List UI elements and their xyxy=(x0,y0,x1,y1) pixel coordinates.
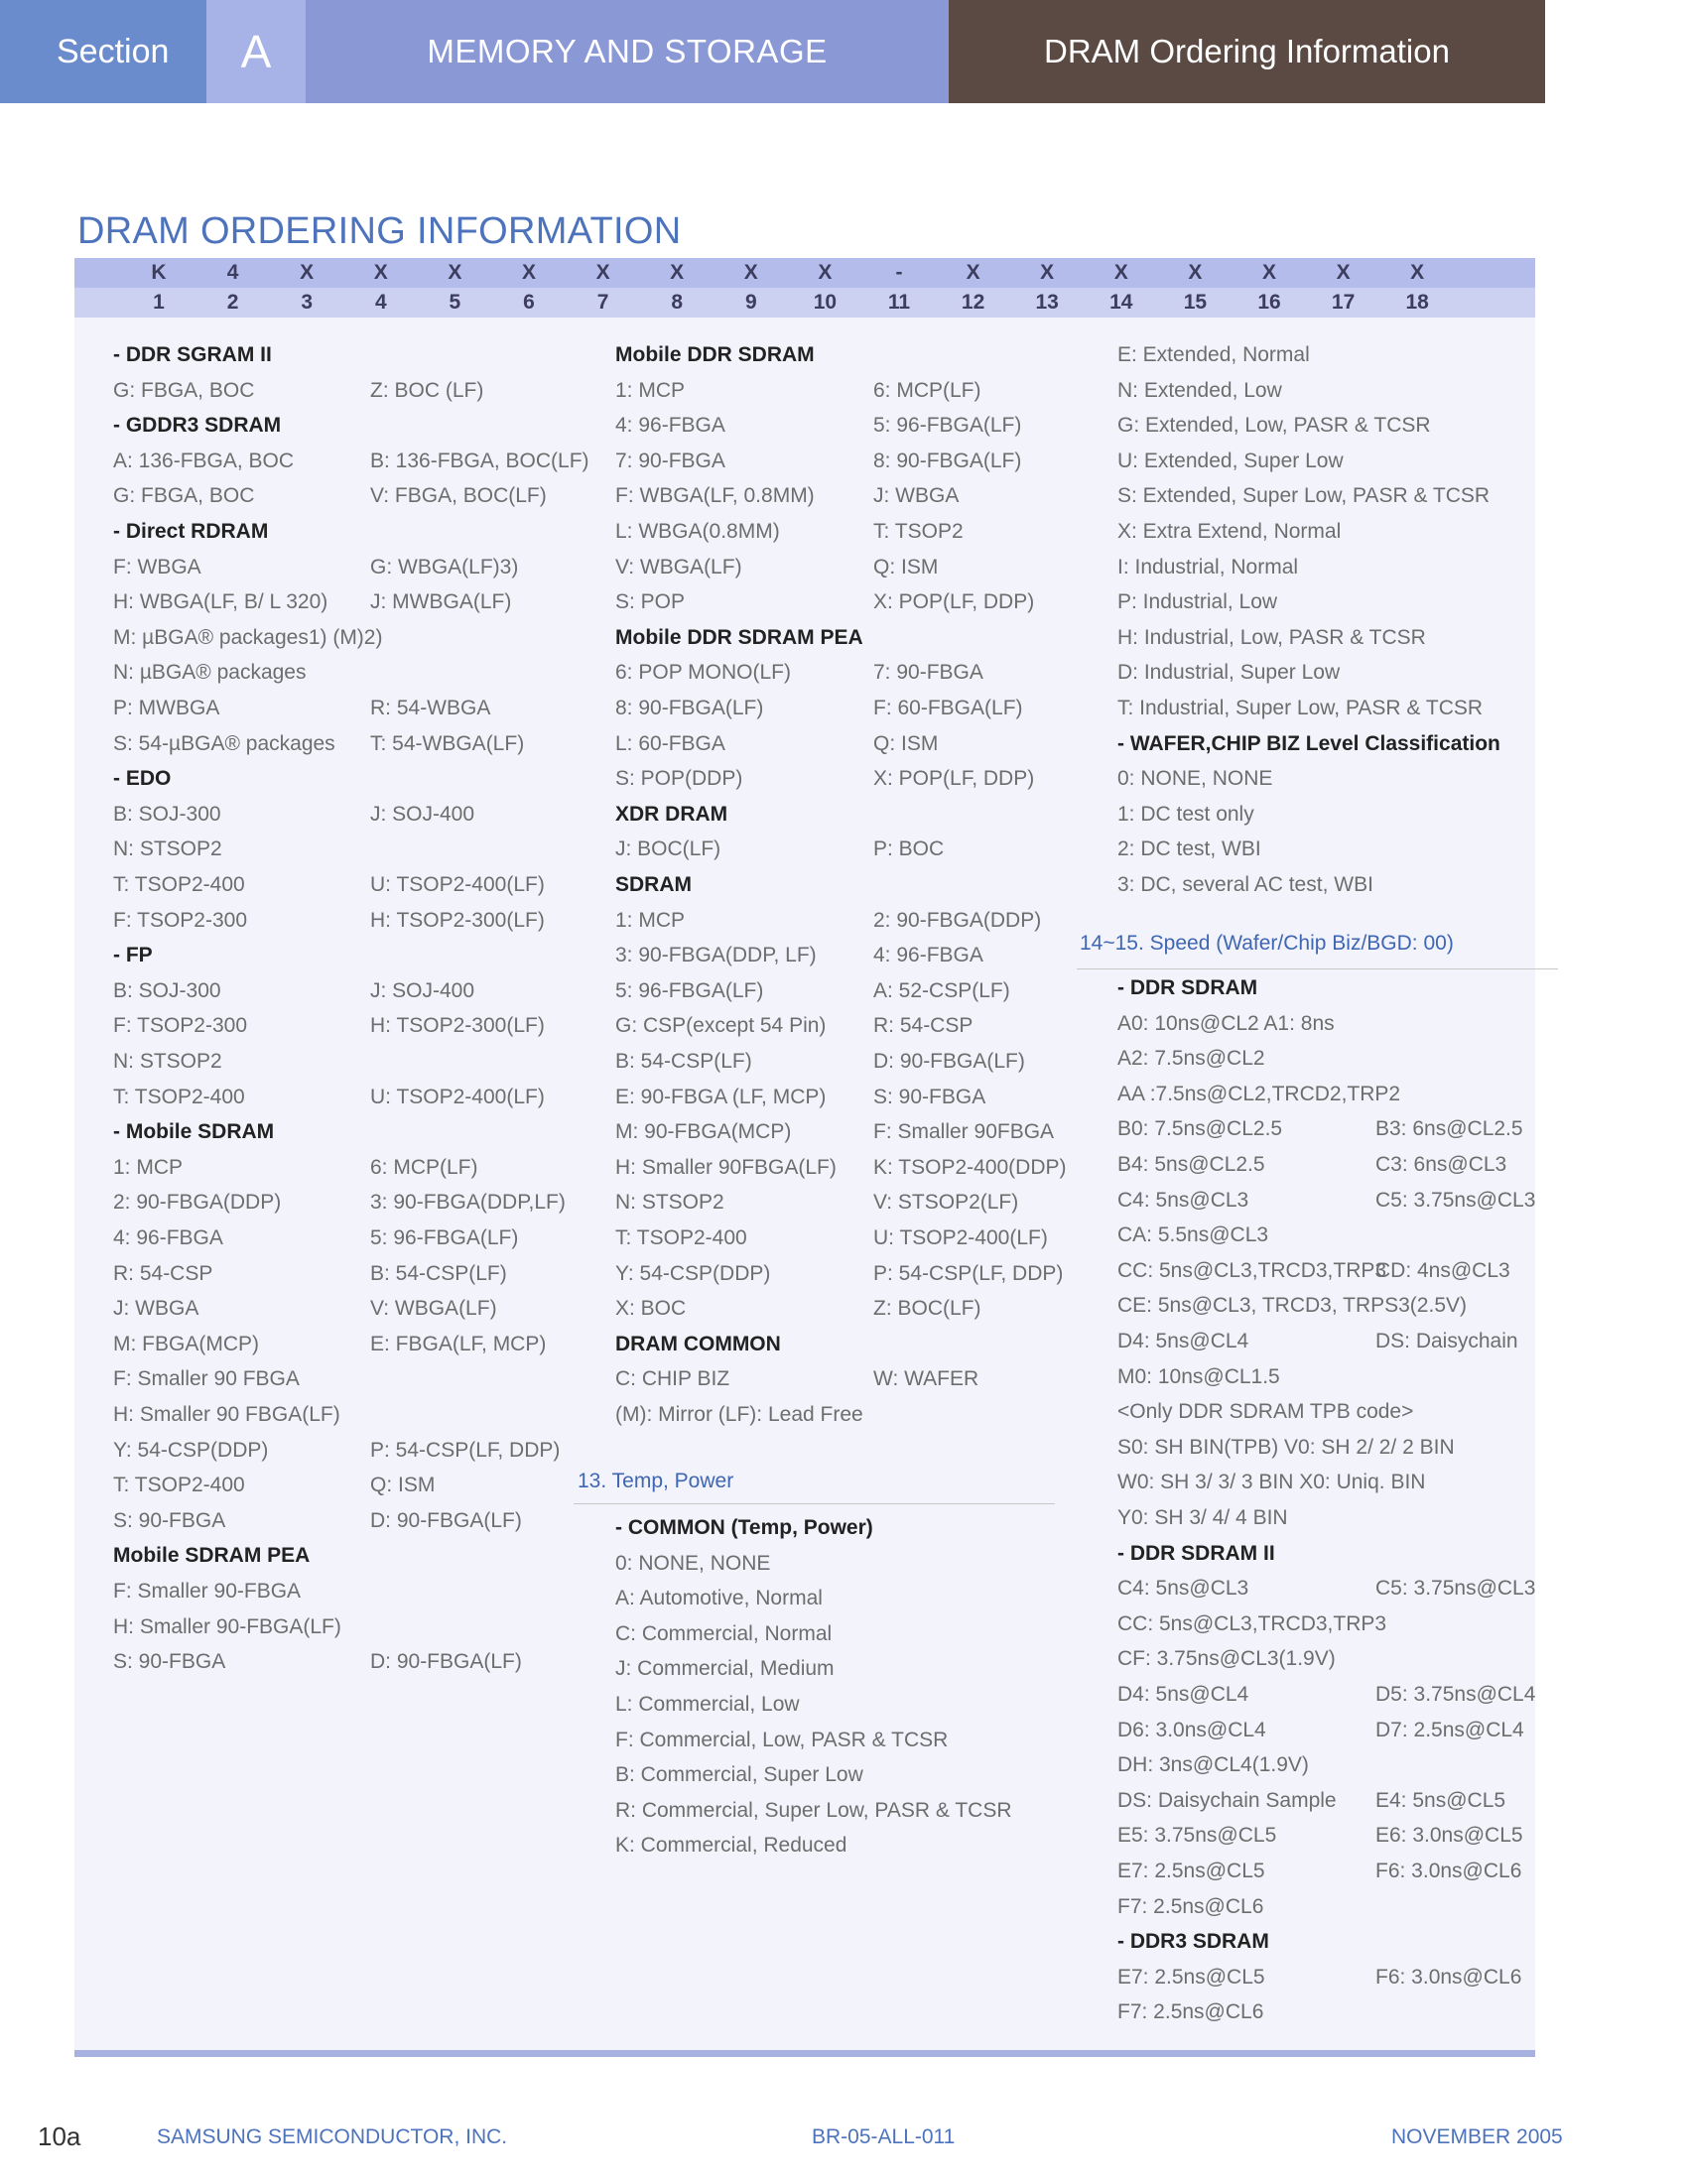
group-heading: Mobile DDR SDRAM PEA xyxy=(615,625,863,649)
category-title: MEMORY AND STORAGE xyxy=(306,0,949,103)
code-entry: N: µBGA® packages xyxy=(113,661,307,685)
code-entry: G: FBGA, BOC xyxy=(113,484,255,508)
group-heading: - DDR SGRAM II xyxy=(113,343,272,366)
code-entry: M: µBGA® packages1) (M)2) xyxy=(113,625,383,649)
group-heading: - Mobile SDRAM xyxy=(113,1120,275,1144)
code-position: 4 xyxy=(374,291,387,314)
code-entry: Q: ISM xyxy=(873,555,939,578)
code-entry: CC: 5ns@CL3,TRCD3,TRP3 xyxy=(1117,1258,1387,1282)
code-position: 13 xyxy=(1035,291,1059,314)
code-position: 11 xyxy=(887,291,911,314)
code-entry: B: 54-CSP(LF) xyxy=(370,1261,507,1285)
code-entry: G: FBGA, BOC xyxy=(113,378,255,402)
code-entry: A0: 10ns@CL2 A1: 8ns xyxy=(1117,1011,1335,1035)
code-entry: J: SOJ-400 xyxy=(370,978,475,1002)
code-char: X xyxy=(670,261,685,284)
code-entry: 1: MCP xyxy=(615,908,686,932)
code-entry: A: 136-FBGA, BOC xyxy=(113,449,295,472)
code-entry: E7: 2.5ns@CL5 xyxy=(1117,1860,1265,1882)
code-entry: 6: MCP(LF) xyxy=(873,378,981,402)
code-entry: F: WBGA xyxy=(113,555,201,578)
code-entry: Z: BOC (LF) xyxy=(370,378,484,402)
code-entry: S: 90-FBGA xyxy=(113,1508,226,1532)
code-entry: E5: 3.75ns@CL5 xyxy=(1117,1824,1277,1848)
code-entry: P: 54-CSP(LF, DDP) xyxy=(370,1438,561,1462)
code-entry: 1: MCP xyxy=(615,378,686,402)
code-entry: B4: 5ns@CL2.5 xyxy=(1117,1153,1265,1176)
code-entry: B: Commercial, Super Low xyxy=(615,1763,863,1787)
code-entry: 2: 90-FBGA(DDP) xyxy=(113,1191,282,1215)
group-heading: - GDDR3 SDRAM xyxy=(113,414,282,438)
code-entry: X: POP(LF, DDP) xyxy=(873,767,1035,791)
code-entry: U: TSOP2-400(LF) xyxy=(370,1085,545,1108)
code-entry: V: WBGA(LF) xyxy=(615,555,742,578)
code-char: X xyxy=(300,261,315,284)
code-entry: D4: 5ns@CL4 xyxy=(1117,1683,1249,1706)
code-entry: J: Commercial, Medium xyxy=(615,1657,835,1681)
code-entry: F6: 3.0ns@CL6 xyxy=(1375,1965,1522,1989)
code-entry: H: TSOP2-300(LF) xyxy=(370,1014,545,1038)
group-heading: - DDR3 SDRAM xyxy=(1117,1930,1269,1954)
code-entry: B3: 6ns@CL2.5 xyxy=(1375,1117,1523,1141)
code-position: 6 xyxy=(523,291,535,314)
code-entry: 5: 96-FBGA(LF) xyxy=(873,414,1022,438)
code-entry: DS: Daisychain Sample xyxy=(1117,1788,1337,1812)
code-entry: D: 90-FBGA(LF) xyxy=(873,1050,1025,1073)
document-code: BR-05-ALL-011 xyxy=(812,2125,956,2148)
code-entry: E: 90-FBGA (LF, MCP) xyxy=(615,1085,827,1108)
code-position: 14 xyxy=(1109,291,1133,314)
code-entry: R: 54-WBGA xyxy=(370,697,491,719)
code-entry: 4: 96-FBGA xyxy=(873,944,983,967)
code-entry: 1: MCP xyxy=(113,1155,184,1179)
code-entry: G: CSP(except 54 Pin) xyxy=(615,1014,827,1038)
code-entry: C3: 6ns@CL3 xyxy=(1375,1153,1507,1176)
code-entry: L: WBGA(0.8MM) xyxy=(615,520,780,543)
code-entry: E4: 5ns@CL5 xyxy=(1375,1788,1506,1812)
code-entry: F: 60-FBGA(LF) xyxy=(873,697,1023,719)
code-char: - xyxy=(895,261,903,284)
code-char: 4 xyxy=(226,261,239,284)
code-entry: 0: NONE, NONE xyxy=(615,1551,771,1575)
group-heading: - COMMON (Temp, Power) xyxy=(615,1516,873,1539)
group-heading: - WAFER,CHIP BIZ Level Classification xyxy=(1117,731,1500,755)
code-entry: A: 52-CSP(LF) xyxy=(873,978,1010,1002)
code-entry: E6: 3.0ns@CL5 xyxy=(1375,1824,1523,1848)
code-position: 8 xyxy=(671,291,684,314)
code-entry: E: Extended, Normal xyxy=(1117,343,1310,366)
code-entry: M: 90-FBGA(MCP) xyxy=(615,1120,792,1144)
code-entry: C5: 3.75ns@CL3 xyxy=(1375,1577,1536,1601)
code-char: X xyxy=(1261,261,1276,284)
code-entry: T: TSOP2-400 xyxy=(113,873,245,896)
code-entry: U: TSOP2-400(LF) xyxy=(873,1226,1048,1249)
code-char: X xyxy=(1040,261,1055,284)
code-entry: Y: 54-CSP(DDP) xyxy=(615,1261,771,1285)
code-entry: S: Extended, Super Low, PASR & TCSR xyxy=(1117,484,1491,508)
code-entry: T: 54-WBGA(LF) xyxy=(370,731,525,755)
code-entry: 8: 90-FBGA(LF) xyxy=(873,449,1022,472)
code-entry: G: Extended, Low, PASR & TCSR xyxy=(1117,414,1431,438)
code-character-row xyxy=(74,258,1535,288)
code-entry: U: TSOP2-400(LF) xyxy=(370,873,545,896)
code-entry: N: STSOP2 xyxy=(113,837,222,861)
code-entry: R: Commercial, Super Low, PASR & TCSR xyxy=(615,1798,1012,1822)
code-position: 5 xyxy=(449,291,461,314)
code-entry: C5: 3.75ns@CL3 xyxy=(1375,1188,1536,1212)
code-entry: A2: 7.5ns@CL2 xyxy=(1117,1047,1265,1071)
group-heading: - DDR SDRAM xyxy=(1117,976,1258,999)
code-entry: M0: 10ns@CL1.5 xyxy=(1117,1364,1280,1388)
code-char: X xyxy=(818,261,833,284)
code-char: X xyxy=(448,261,462,284)
group-heading: - EDO xyxy=(113,767,172,791)
code-entry: S: 90-FBGA xyxy=(873,1085,986,1108)
code-char: X xyxy=(1336,261,1351,284)
code-entry: H: TSOP2-300(LF) xyxy=(370,908,545,932)
code-entry: DS: Daisychain xyxy=(1375,1330,1518,1352)
code-entry: F: Smaller 90FBGA xyxy=(873,1120,1055,1144)
code-entry: V: FBGA, BOC(LF) xyxy=(370,484,547,508)
code-entry: D7: 2.5ns@CL4 xyxy=(1375,1718,1524,1741)
code-entry: 5: 96-FBGA(LF) xyxy=(615,978,764,1002)
code-entry: (M): Mirror (LF): Lead Free xyxy=(615,1403,863,1426)
section-letter: A xyxy=(206,0,306,103)
code-entry: Q: ISM xyxy=(873,731,939,755)
code-entry: CE: 5ns@CL3, TRCD3, TRPS3(2.5V) xyxy=(1117,1294,1467,1318)
code-entry: P: MWBGA xyxy=(113,697,220,719)
code-entry: 3: DC, several AC test, WBI xyxy=(1117,873,1373,896)
code-entry: 3: 90-FBGA(DDP,LF) xyxy=(370,1191,566,1215)
code-entry: F: TSOP2-300 xyxy=(113,1014,248,1038)
code-entry: E: FBGA(LF, MCP) xyxy=(370,1332,547,1355)
code-entry: C4: 5ns@CL3 xyxy=(1117,1577,1249,1601)
code-entry: H: Smaller 90FBGA(LF) xyxy=(615,1155,837,1179)
code-entry: T: TSOP2-400 xyxy=(113,1474,245,1497)
code-entry: S: POP xyxy=(615,590,686,614)
code-entry: D6: 3.0ns@CL4 xyxy=(1117,1718,1266,1741)
speed-section-title: 14~15. Speed (Wafer/Chip Biz/BGD: 00) xyxy=(1080,932,1454,955)
code-position: 10 xyxy=(813,291,838,314)
code-entry: X: Extra Extend, Normal xyxy=(1117,520,1342,543)
code-entry: J: WBGA xyxy=(873,484,960,508)
code-entry: H: Smaller 90 FBGA(LF) xyxy=(113,1403,340,1426)
code-char: X xyxy=(595,261,610,284)
speed-rule xyxy=(1077,968,1558,969)
code-entry: CD: 4ns@CL3 xyxy=(1375,1258,1510,1282)
code-entry: 4: 96-FBGA xyxy=(113,1226,223,1249)
group-heading: - FP xyxy=(113,944,153,967)
code-entry: H: WBGA(LF, B/ L 320) xyxy=(113,590,328,614)
group-heading: DRAM COMMON xyxy=(615,1332,781,1355)
code-entry: 7: 90-FBGA xyxy=(615,449,725,472)
code-entry: 2: DC test, WBI xyxy=(1117,837,1261,861)
temp-power-section-title: 13. Temp, Power xyxy=(578,1470,734,1492)
code-entry: Z: BOC(LF) xyxy=(873,1297,981,1321)
code-entry: CF: 3.75ns@CL3(1.9V) xyxy=(1117,1647,1336,1671)
code-position: 3 xyxy=(301,291,314,314)
code-position: 1 xyxy=(153,291,165,314)
code-entry: C: Commercial, Normal xyxy=(615,1621,833,1645)
code-entry: L: 60-FBGA xyxy=(615,731,725,755)
code-entry: T: TSOP2-400 xyxy=(615,1226,747,1249)
publication-date: NOVEMBER 2005 xyxy=(1391,2125,1563,2148)
code-entry: L: Commercial, Low xyxy=(615,1693,800,1716)
company-name: SAMSUNG SEMICONDUCTOR, INC. xyxy=(157,2125,508,2148)
code-entry: F: Commercial, Low, PASR & TCSR xyxy=(615,1728,949,1751)
code-entry: 7: 90-FBGA xyxy=(873,661,983,685)
part-number-code-band xyxy=(74,258,1535,318)
group-heading: XDR DRAM xyxy=(615,802,728,826)
code-entry: A: Automotive, Normal xyxy=(615,1587,823,1610)
code-entry: P: BOC xyxy=(873,837,945,861)
code-entry: T: TSOP2 xyxy=(873,520,964,543)
code-entry: 4: 96-FBGA xyxy=(615,414,725,438)
page-title: DRAM ORDERING INFORMATION xyxy=(77,210,682,252)
code-entry: V: STSOP2(LF) xyxy=(873,1191,1019,1215)
code-entry: X: POP(LF, DDP) xyxy=(873,590,1035,614)
code-entry: 0: NONE, NONE xyxy=(1117,767,1273,791)
code-entry: D: 90-FBGA(LF) xyxy=(370,1508,522,1532)
code-entry: G: WBGA(LF)3) xyxy=(370,555,519,578)
code-entry: F: WBGA(LF, 0.8MM) xyxy=(615,484,815,508)
code-entry: Q: ISM xyxy=(370,1474,436,1497)
code-entry: X: BOC xyxy=(615,1297,687,1321)
code-entry: CA: 5.5ns@CL3 xyxy=(1117,1223,1269,1247)
code-entry: 6: MCP(LF) xyxy=(370,1155,478,1179)
code-position: 15 xyxy=(1183,291,1208,314)
code-char: X xyxy=(521,261,536,284)
code-entry: F7: 2.5ns@CL6 xyxy=(1117,2000,1264,2024)
code-entry: D5: 3.75ns@CL4 xyxy=(1375,1683,1536,1706)
code-char: X xyxy=(1188,261,1203,284)
panel-bottom-rule xyxy=(74,2050,1535,2057)
section-label: Section xyxy=(0,0,206,103)
code-entry: 3: 90-FBGA(DDP, LF) xyxy=(615,944,817,967)
code-entry: R: 54-CSP xyxy=(873,1014,974,1038)
code-entry: E7: 2.5ns@CL5 xyxy=(1117,1965,1265,1989)
page-number: 10a xyxy=(38,2121,81,2151)
code-entry: J: WBGA xyxy=(113,1297,199,1321)
code-entry: J: SOJ-400 xyxy=(370,802,475,826)
group-heading: Mobile DDR SDRAM xyxy=(615,343,815,366)
code-position: 2 xyxy=(226,291,239,314)
code-entry: B0: 7.5ns@CL2.5 xyxy=(1117,1117,1283,1141)
code-entry: 8: 90-FBGA(LF) xyxy=(615,697,764,719)
code-position-row xyxy=(74,288,1535,318)
code-entry: W0: SH 3/ 3/ 3 BIN X0: Uniq. BIN xyxy=(1117,1471,1426,1494)
code-position: 7 xyxy=(596,291,609,314)
code-char: K xyxy=(151,261,167,284)
code-entry: N: STSOP2 xyxy=(615,1191,724,1215)
code-entry: <Only DDR SDRAM TPB code> xyxy=(1117,1400,1414,1424)
code-entry: Y: 54-CSP(DDP) xyxy=(113,1438,269,1462)
code-position: 16 xyxy=(1257,291,1281,314)
code-position: 17 xyxy=(1331,291,1356,314)
code-entry: D: Industrial, Super Low xyxy=(1117,661,1341,685)
code-entry: Y0: SH 3/ 4/ 4 BIN xyxy=(1117,1506,1288,1529)
code-entry: B: 136-FBGA, BOC(LF) xyxy=(370,449,589,472)
code-entry: J: BOC(LF) xyxy=(615,837,721,861)
code-entry: F: Smaller 90 FBGA xyxy=(113,1367,300,1391)
code-entry: CC: 5ns@CL3,TRCD3,TRP3 xyxy=(1117,1611,1387,1635)
group-heading: - Direct RDRAM xyxy=(113,520,269,543)
code-entry: F: TSOP2-300 xyxy=(113,908,248,932)
code-entry: T: TSOP2-400 xyxy=(113,1085,245,1108)
code-entry: U: Extended, Super Low xyxy=(1117,449,1344,472)
code-position: 9 xyxy=(744,291,757,314)
code-entry: C4: 5ns@CL3 xyxy=(1117,1188,1249,1212)
code-entry: B: SOJ-300 xyxy=(113,978,221,1002)
code-entry: B: 54-CSP(LF) xyxy=(615,1050,752,1073)
code-entry: F6: 3.0ns@CL6 xyxy=(1375,1860,1522,1882)
group-heading: - DDR SDRAM II xyxy=(1117,1541,1275,1565)
code-entry: J: MWBGA(LF) xyxy=(370,590,512,614)
code-entry: B: SOJ-300 xyxy=(113,802,221,826)
code-entry: S: 54-µBGA® packages xyxy=(113,731,335,755)
code-entry: C: CHIP BIZ xyxy=(615,1367,730,1391)
code-entry: H: Smaller 90-FBGA(LF) xyxy=(113,1614,341,1638)
code-entry: K: Commercial, Reduced xyxy=(615,1834,847,1858)
code-entry: F7: 2.5ns@CL6 xyxy=(1117,1894,1264,1918)
code-entry: S0: SH BIN(TPB) V0: SH 2/ 2/ 2 BIN xyxy=(1117,1435,1455,1459)
code-entry: T: Industrial, Super Low, PASR & TCSR xyxy=(1117,697,1484,719)
code-entry: I: Industrial, Normal xyxy=(1117,555,1299,578)
group-heading: SDRAM xyxy=(615,873,692,896)
code-entry: 6: POP MONO(LF) xyxy=(615,661,791,685)
code-position: 12 xyxy=(961,291,985,314)
code-entry: M: FBGA(MCP) xyxy=(113,1332,259,1355)
code-entry: N: Extended, Low xyxy=(1117,378,1282,402)
code-entry: W: WAFER xyxy=(873,1367,979,1391)
code-entry: P: 54-CSP(LF, DDP) xyxy=(873,1261,1064,1285)
code-entry: D: 90-FBGA(LF) xyxy=(370,1650,522,1674)
code-entry: F: Smaller 90-FBGA xyxy=(113,1580,302,1603)
code-char: X xyxy=(966,261,980,284)
group-heading: Mobile SDRAM PEA xyxy=(113,1544,311,1568)
code-entry: N: STSOP2 xyxy=(113,1050,222,1073)
temp-power-rule xyxy=(574,1503,1055,1504)
code-entry: DH: 3ns@CL4(1.9V) xyxy=(1117,1753,1309,1777)
code-position: 18 xyxy=(1405,291,1429,314)
code-entry: H: Industrial, Low, PASR & TCSR xyxy=(1117,625,1426,649)
code-entry: S: 90-FBGA xyxy=(113,1650,226,1674)
code-entry: 1: DC test only xyxy=(1117,802,1254,826)
code-char: X xyxy=(373,261,388,284)
code-entry: S: POP(DDP) xyxy=(615,767,743,791)
code-entry: V: WBGA(LF) xyxy=(370,1297,497,1321)
page-topic: DRAM Ordering Information xyxy=(949,0,1545,103)
code-entry: 5: 96-FBGA(LF) xyxy=(370,1226,519,1249)
code-char: X xyxy=(1113,261,1128,284)
code-entry: R: 54-CSP xyxy=(113,1261,213,1285)
code-char: X xyxy=(1410,261,1425,284)
code-entry: D4: 5ns@CL4 xyxy=(1117,1330,1249,1352)
code-char: X xyxy=(743,261,758,284)
code-entry: P: Industrial, Low xyxy=(1117,590,1278,614)
code-entry: 2: 90-FBGA(DDP) xyxy=(873,908,1042,932)
code-entry: AA :7.5ns@CL2,TRCD2,TRP2 xyxy=(1117,1082,1401,1105)
code-entry: K: TSOP2-400(DDP) xyxy=(873,1155,1067,1179)
